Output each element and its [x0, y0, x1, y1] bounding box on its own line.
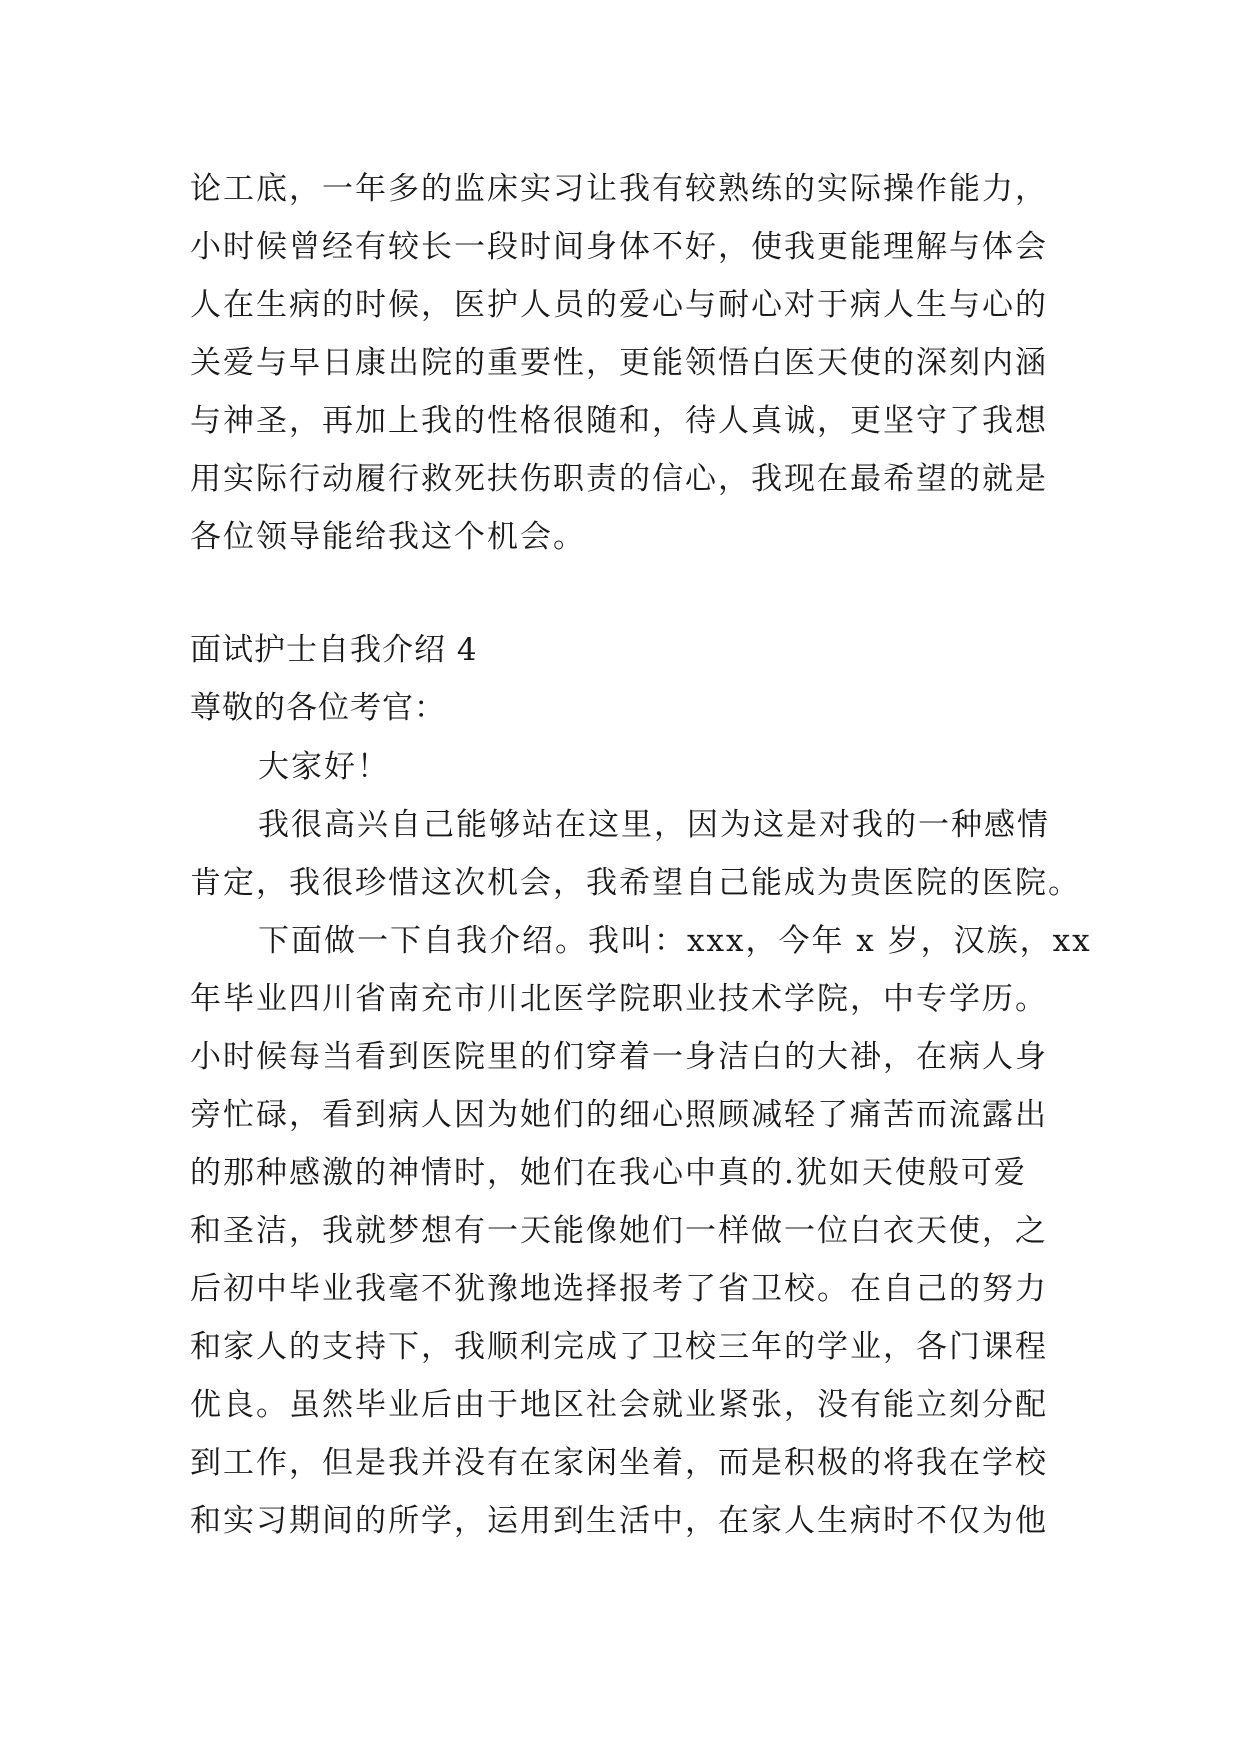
body-line: 年毕业四川省南充市川北医学院职业技术学院，中专学历。 — [190, 981, 1048, 1017]
body-text — [190, 738, 1092, 1550]
salutation: 尊敬的各位考官： — [190, 690, 446, 726]
paragraph-line: 小时候曾经有较长一段时间身体不好，使我更能理解与体会 — [190, 229, 1048, 265]
section-header — [190, 621, 1070, 737]
body-line: 下面做一下自我介绍。我叫：xxx，今年 x 岁，汉族，xx — [258, 923, 1092, 959]
body-line: 小时候每当看到医院里的们穿着一身洁白的大褂，在病人身 — [190, 1039, 1048, 1075]
body-line: 优良。虽然毕业后由于地区社会就业紧张，没有能立刻分配 — [190, 1387, 1048, 1423]
section-title: 面试护士自我介绍 4 — [190, 632, 478, 668]
paragraph-line: 各位领导能给我这个机会。 — [190, 519, 586, 555]
body-line: 和实习期间的所学，运用到生活中，在家人生病时不仅为他 — [190, 1503, 1048, 1539]
body-line: 旁忙碌，看到病人因为她们的细心照顾减轻了痛苦而流露出 — [190, 1097, 1048, 1133]
paragraph-line: 关爱与早日康出院的重要性，更能领悟白医天使的深刻内涵 — [190, 345, 1048, 381]
top-paragraph — [190, 160, 1070, 566]
body-line: 和家人的支持下，我顺利完成了卫校三年的学业，各门课程 — [190, 1329, 1048, 1365]
paragraph-line: 用实际行动履行救死扶伤职责的信心，我现在最希望的就是 — [190, 461, 1048, 497]
body-line: 我很高兴自己能够站在这里，因为这是对我的一种感情 — [258, 807, 1050, 843]
paragraph-line: 论工底，一年多的监床实习让我有较熟练的实际操作能力， — [190, 171, 1048, 207]
body-line: 后初中毕业我毫不犹豫地选择报考了省卫校。在自己的努力 — [190, 1271, 1048, 1307]
body-line: 肯定，我很珍惜这次机会，我希望自己能成为贵医院的医院。 — [190, 865, 1081, 901]
body-line: 的那种感激的神情时，她们在我心中真的.犹如天使般可爱 — [190, 1155, 1027, 1191]
paragraph-line: 与神圣，再加上我的性格很随和，待人真诚，更坚守了我想 — [190, 403, 1048, 439]
paragraph-line: 人在生病的时候，医护人员的爱心与耐心对于病人生与心的 — [190, 287, 1048, 323]
body-line: 到工作，但是我并没有在家闲坐着，而是积极的将我在学校 — [190, 1445, 1048, 1481]
body-line: 和圣洁，我就梦想有一天能像她们一样做一位白衣天使，之 — [190, 1213, 1048, 1249]
body-line: 大家好！ — [258, 749, 390, 785]
